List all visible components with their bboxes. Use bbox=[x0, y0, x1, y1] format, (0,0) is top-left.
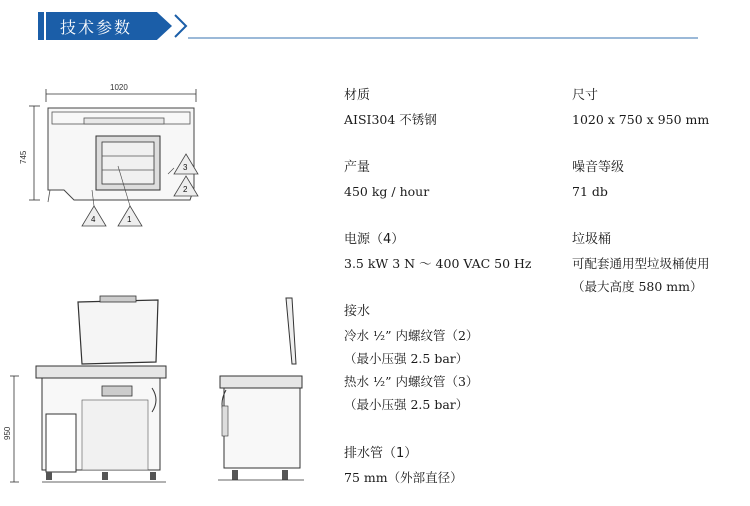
chevron-right-icon bbox=[172, 12, 190, 40]
spec-power-label: 电源（4） bbox=[344, 232, 405, 247]
callout-3: 3 bbox=[183, 163, 188, 172]
spec-water-label: 接水 bbox=[344, 304, 371, 319]
spec-bin bbox=[572, 228, 710, 298]
spec-size-label: 尺寸 bbox=[572, 88, 599, 103]
front-view-drawing bbox=[3, 290, 176, 490]
spec-noise bbox=[572, 156, 624, 203]
spec-water-hot-pressure: （最小压强 2.5 bar） bbox=[344, 397, 469, 412]
spec-water bbox=[344, 300, 478, 416]
callout-1: 1 bbox=[127, 215, 132, 224]
section-header bbox=[32, 8, 750, 38]
spec-capacity-label: 产量 bbox=[344, 160, 371, 175]
spec-water-cold: 冷水 ½” 内螺纹管（2） bbox=[344, 328, 479, 343]
top-view-drawing bbox=[14, 78, 224, 234]
side-view-drawing bbox=[212, 294, 312, 490]
spec-noise-value: 71 db bbox=[572, 184, 608, 199]
header-divider bbox=[188, 37, 698, 39]
spec-size-value: 1020 x 750 x 950 mm bbox=[572, 112, 710, 127]
dimension-width-label: 1020 bbox=[110, 83, 128, 92]
spec-material bbox=[344, 84, 437, 131]
spec-noise-label: 噪音等级 bbox=[572, 160, 625, 175]
callout-2: 2 bbox=[183, 185, 188, 194]
spec-capacity bbox=[344, 156, 429, 203]
dimension-front-height-label: 950 bbox=[3, 426, 12, 440]
spec-water-hot: 热水 ½” 内螺纹管（3） bbox=[344, 374, 479, 389]
spec-bin-value-2: （最大高度 580 mm） bbox=[572, 279, 703, 294]
spec-material-value: AISI304 不锈钢 bbox=[344, 112, 437, 127]
spec-power-value: 3.5 kW 3 N ～ 400 VAC 50 Hz bbox=[344, 256, 532, 271]
spec-size bbox=[572, 84, 709, 131]
callout-4: 4 bbox=[91, 215, 96, 224]
spec-bin-label: 垃圾桶 bbox=[572, 232, 612, 247]
spec-drain-label: 排水管（1） bbox=[344, 446, 418, 461]
spec-power bbox=[344, 228, 532, 275]
spec-drain bbox=[344, 442, 463, 489]
spec-water-cold-pressure: （最小压强 2.5 bar） bbox=[344, 351, 469, 366]
spec-capacity-value: 450 kg / hour bbox=[344, 184, 430, 199]
section-title: 技术参数 bbox=[60, 18, 133, 37]
spec-bin-value-1: 可配套通用型垃圾桶使用 bbox=[572, 256, 710, 271]
spec-material-label: 材质 bbox=[344, 88, 371, 103]
spec-drain-value: 75 mm（外部直径） bbox=[344, 470, 463, 485]
dimension-height-label: 745 bbox=[19, 150, 28, 164]
header-accent-bar bbox=[38, 12, 44, 40]
